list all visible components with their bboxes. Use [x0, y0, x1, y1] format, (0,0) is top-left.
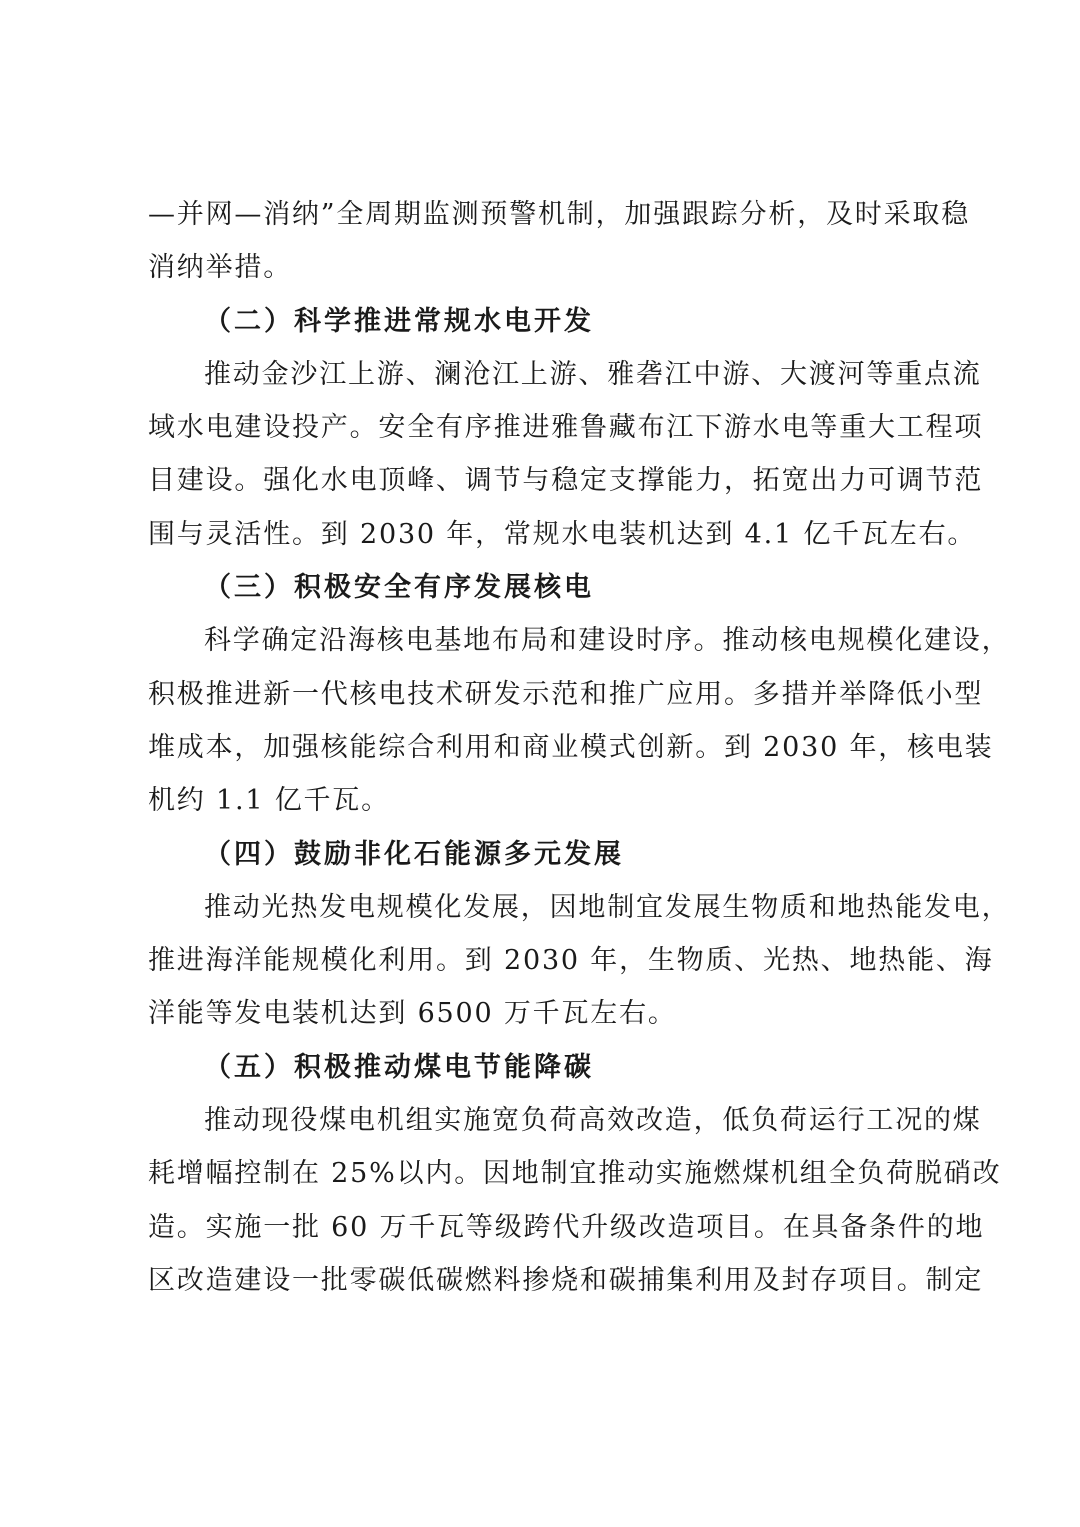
- paragraph-first-line: 推动金沙江上游、澜沧江上游、雅砻江中游、大渡河等重点流: [204, 358, 982, 390]
- body-text-line: 推进海洋能规模化利用。到 2030 年，生物质、光热、地热能、海: [148, 945, 994, 977]
- section-heading: （二）科学推进常规水电开发: [204, 305, 594, 337]
- document-page: [148, 188, 1011, 1307]
- paragraph-first-line: 科学确定沿海核电基地布局和建设时序。推动核电规模化建设，: [204, 625, 1011, 657]
- body-text-line: —并网—消纳”全周期监测预警机制，加强跟踪分析，及时采取稳: [148, 199, 971, 230]
- body-text-line: 洋能等发电装机达到 6500 万千瓦左右。: [148, 998, 677, 1030]
- section-heading: （五）积极推动煤电节能降碳: [204, 1051, 594, 1083]
- paragraph-first-line: 推动现役煤电机组实施宽负荷高效改造，低负荷运行工况的煤: [204, 1105, 982, 1137]
- section-heading: （四）鼓励非化石能源多元发展: [204, 838, 624, 870]
- body-text-line: 域水电建设投产。安全有序推进雅鲁藏布江下游水电等重大工程项: [148, 412, 984, 444]
- body-text-line: 积极推进新一代核电技术研发示范和推广应用。多措并举降低小型: [148, 678, 984, 710]
- body-text-line: 造。实施一批 60 万千瓦等级跨代升级改造项目。在具备条件的地: [148, 1211, 985, 1243]
- section-heading: （三）积极安全有序发展核电: [204, 572, 594, 604]
- body-text-line: 机约 1.1 亿千瓦。: [148, 785, 390, 817]
- body-text-line: 区改造建设一批零碳低碳燃料掺烧和碳捕集利用及封存项目。制定: [148, 1264, 984, 1296]
- body-text-line: 目建设。强化水电顶峰、调节与稳定支撑能力，拓宽出力可调节范: [148, 465, 984, 497]
- body-text-line: 围与灵活性。到 2030 年，常规水电装机达到 4.1 亿千瓦左右。: [148, 518, 977, 550]
- body-text-line: 耗增幅控制在 25%以内。因地制宜推动实施燃煤机组全负荷脱硝改: [148, 1158, 1002, 1190]
- body-text-line: 消纳举措。: [148, 252, 292, 284]
- body-text-line: 堆成本，加强核能综合利用和商业模式创新。到 2030 年，核电装: [148, 731, 994, 763]
- paragraph-first-line: 推动光热发电规模化发展，因地制宜发展生物质和地热能发电，: [204, 891, 1011, 923]
